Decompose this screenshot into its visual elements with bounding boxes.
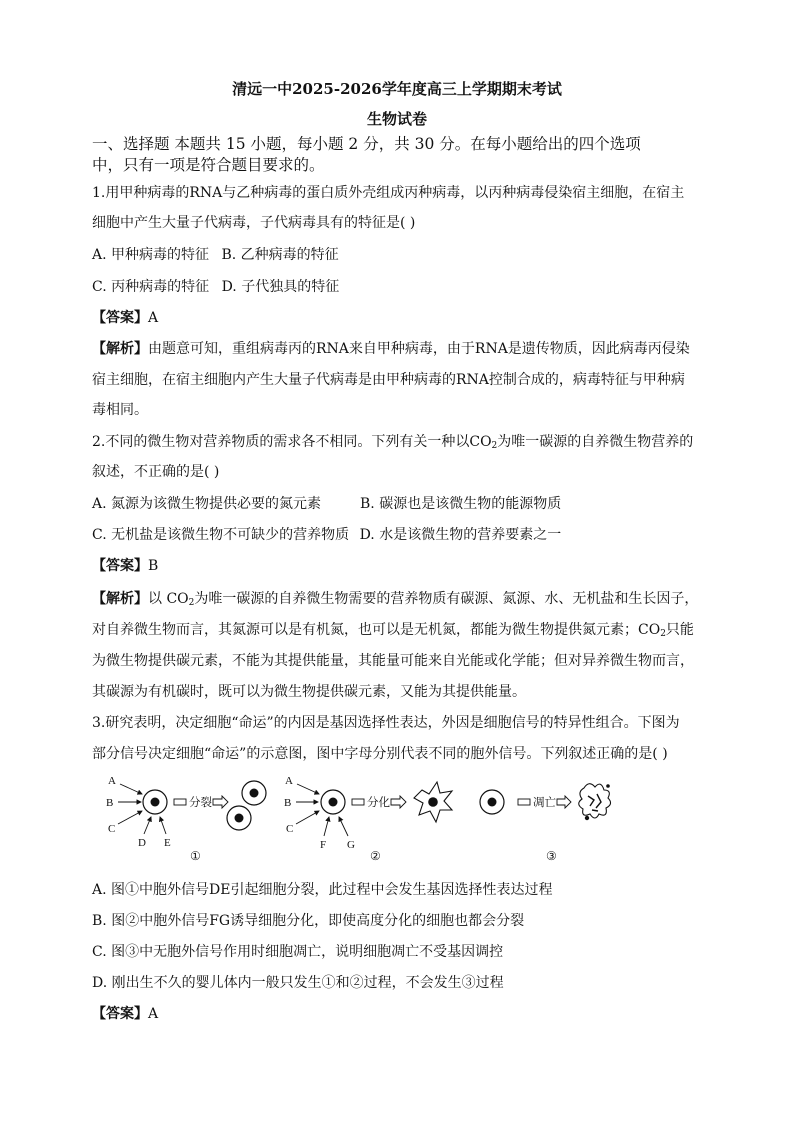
nucleus-icon	[235, 814, 244, 823]
diagram-panel-2	[284, 775, 452, 863]
q2-option-b: B. 碳源也是该微生物的能源物质	[360, 496, 562, 512]
process-arrow-icon	[391, 796, 406, 808]
q2-options-cd	[92, 525, 712, 545]
p2-process-label: 分化	[367, 797, 390, 809]
q1-answer-value: A	[148, 310, 159, 326]
q3-option-d: D. 刚出生不久的婴儿体内一般只发生①和②过程，不会发生③过程	[92, 975, 504, 991]
q2-options-ab	[92, 494, 712, 514]
q2-analysis-line2: 对自养微生物而言，其氮源可以是有机氮，也可以是无机氮，都能为微生物提供氮元素；$CO_2$只能	[92, 622, 694, 639]
q2-stem-line2: 叙述，不正确的是( )	[92, 464, 220, 480]
nucleus-icon	[151, 798, 160, 807]
p2-signal-f: F	[320, 839, 327, 851]
q1-option-c: C. 丙种病毒的特征	[92, 279, 210, 295]
q1-analysis-line1: 【解析】由题意可知，重组病毒丙的RNA来自甲种病毒，由于RNA是遗传物质，因此病毒丙侵染	[92, 341, 690, 357]
p1-number: ①	[190, 849, 201, 863]
exam-title: 清远一中2025-2026学年度高三上学期期末考试	[232, 80, 562, 98]
p1-signal-b: B	[106, 797, 114, 809]
diagram-panel-3	[480, 784, 611, 863]
process-arrow-body	[352, 799, 364, 805]
arrow-icon	[324, 817, 329, 836]
q3-option-b: B. 图②中胞外信号FG诱导细胞分化，即使高度分化的细胞也都会分裂	[92, 913, 525, 929]
q3-option-c: C. 图③中无胞外信号作用时细胞凋亡，说明细胞凋亡不受基因调控	[92, 944, 504, 960]
nucleus-icon	[428, 797, 438, 807]
q1-option-a: A. 甲种病毒的特征	[92, 247, 210, 263]
apoptotic-cell-icon	[579, 784, 611, 820]
q1-option-d: D. 子代独具的特征	[221, 279, 340, 295]
process-arrow-body	[174, 799, 186, 805]
nucleus-icon	[250, 789, 259, 798]
p1-process-label: 分裂	[189, 797, 212, 809]
p1-signal-d: D	[138, 837, 146, 849]
q1-answer	[92, 308, 712, 328]
diagram-panel-1	[106, 775, 266, 863]
process-arrow-icon	[557, 796, 571, 808]
q1-options-ab	[92, 245, 712, 265]
q2-analysis-line3: 为微生物提供碳元素，不能为其提供能量，其能量可能来自光能或化学能；但对异养微生物而言，	[92, 653, 694, 669]
q1-option-b: B. 乙种病毒的特征	[221, 247, 339, 263]
arrow-icon	[296, 811, 319, 824]
q1-stem-line1: 1.用甲种病毒的RNA与乙种病毒的蛋白质外壳组成丙种病毒，以丙种病毒侵染宿主细胞，在宿主	[92, 185, 685, 201]
nucleus-icon	[488, 798, 497, 807]
q1-analysis-line3: 毒相同。	[92, 402, 148, 418]
q2-option-c: C. 无机盐是该微生物不可缺少的营养物质	[92, 527, 350, 543]
q2-answer-label: 【答案】	[92, 558, 148, 574]
exam-subtitle: 生物试卷	[366, 110, 427, 128]
p3-number: ③	[546, 849, 557, 863]
q3-stem-line2: 部分信号决定细胞“命运”的示意图，图中字母分别代表不同的胞外信号。下列叙述正确的是( )	[92, 746, 668, 762]
process-arrow-body	[518, 799, 530, 805]
nucleus-icon	[329, 798, 338, 807]
p3-process-label: 凋亡	[533, 797, 556, 809]
arrow-icon	[120, 784, 142, 794]
q1-analysis-line2: 宿主细胞，在宿主细胞内产生大量子代病毒是由甲种病毒的RNA控制合成的，病毒特征与甲种病	[92, 372, 685, 388]
process-arrow-icon	[213, 796, 228, 808]
q3-option-a: A. 图①中胞外信号DE引起细胞分裂，此过程中会发生基因选择性表达过程	[92, 882, 553, 898]
q1-stem-line2: 细胞中产生大量子代病毒，子代病毒具有的特征是( )	[92, 215, 416, 231]
p2-number: ②	[370, 849, 381, 863]
p2-signal-b: B	[284, 797, 292, 809]
p1-signal-e: E	[164, 837, 171, 849]
q2-answer	[92, 556, 712, 576]
q1-analysis-label: 【解析】	[92, 341, 148, 357]
q3-answer-value: A	[148, 1006, 159, 1022]
q2-analysis-line1: 【解析】以 $CO_2$为唯一碳源的自养微生物需要的营养物质有碳源、氮源、水、无机盐和生长因子，	[92, 591, 699, 608]
q3-stem-line1: 3.研究表明，决定细胞“命运”的内因是基因选择性表达，外因是细胞信号的特异性组合。下图为	[92, 715, 680, 731]
arrow-icon	[160, 817, 166, 834]
p1-signal-a: A	[108, 775, 116, 787]
p2-signal-g: G	[347, 839, 355, 851]
q1-options-cd	[92, 277, 712, 297]
q2-option-a: A. 氮源为该微生物提供必要的氮元素	[92, 496, 322, 512]
section-instructions-line2: 中，只有一项是符合题目要求的。	[92, 156, 325, 174]
q3-answer-label: 【答案】	[92, 1006, 148, 1022]
q2-analysis-line4: 其碳源为有机碳时，既可以为微生物提供碳元素，又能为其提供能量。	[92, 684, 526, 700]
section-instructions-line1: 一、选择题 本题共 15 小题，每小题 2 分，共 30 分。在每小题给出的四个选项	[92, 135, 641, 153]
arrow-icon	[297, 784, 319, 794]
arrow-icon	[144, 817, 151, 834]
q2-stem-line1: 2.不同的微生物对营养物质的需求各不相同。下列有关一种以$CO_2$为唯一碳源的自养微生物营养的	[92, 434, 694, 451]
q2-answer-value: B	[148, 558, 159, 574]
arrow-icon	[339, 817, 348, 836]
arrow-icon	[118, 811, 142, 824]
p2-signal-c: C	[286, 823, 294, 835]
q2-analysis-label: 【解析】	[92, 591, 148, 607]
q3-answer	[92, 1004, 712, 1024]
p2-signal-a: A	[285, 775, 293, 787]
p1-signal-c: C	[108, 823, 116, 835]
cell-fate-diagram	[92, 766, 612, 866]
q2-option-d: D. 水是该微生物的营养要素之一	[359, 527, 562, 543]
q1-answer-label: 【答案】	[92, 310, 148, 326]
